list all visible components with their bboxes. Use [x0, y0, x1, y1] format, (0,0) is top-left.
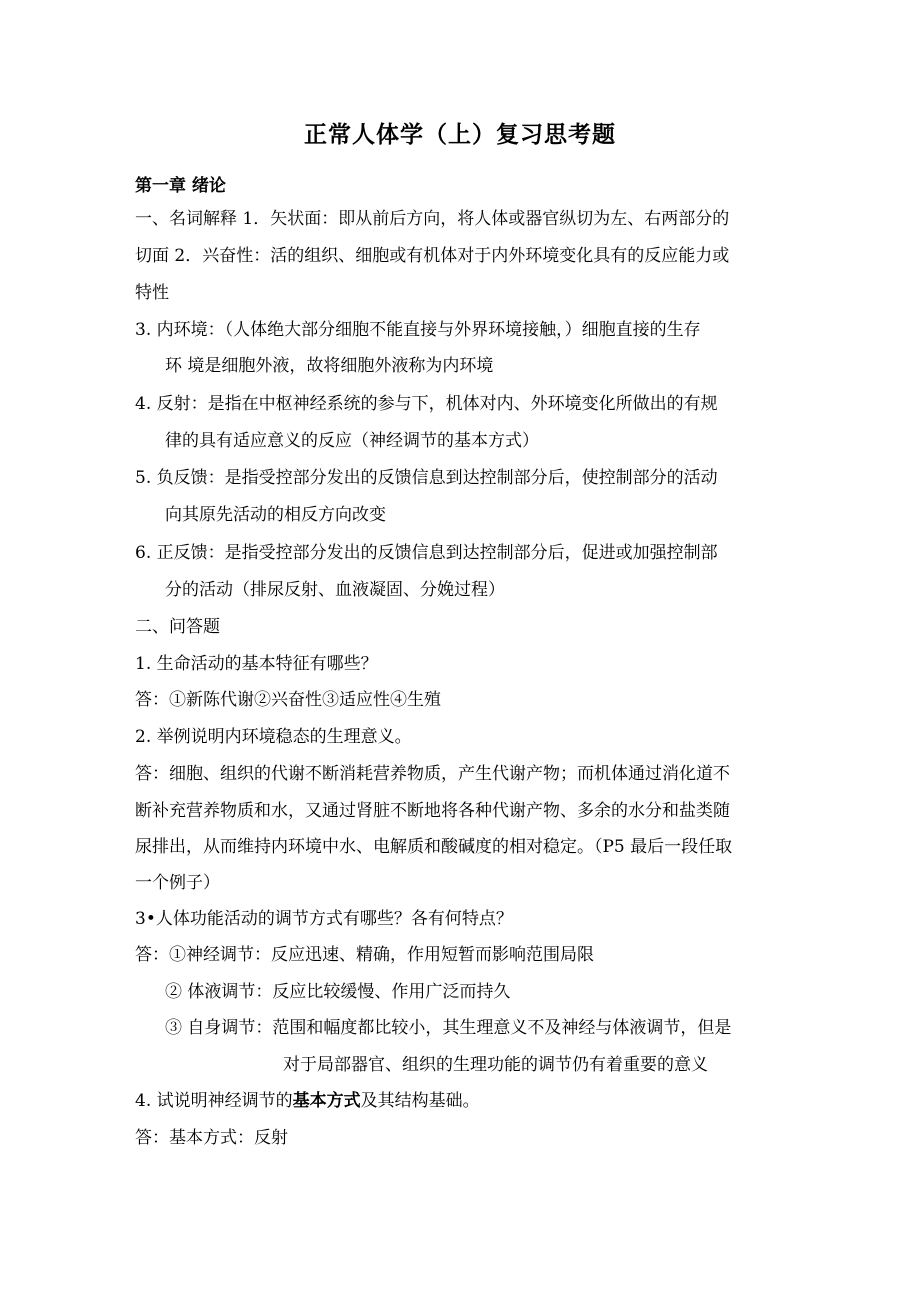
answer-item: ③ 自身调节：范围和幅度都比较小，其生理意义不及神经与体液调节，但是: [165, 1018, 732, 1038]
answer-item: ② 体液调节：反应比较缓慢、作用广泛而持久: [165, 982, 511, 1002]
text-line: 对于局部器官、组织的生理功能的调节仍有着重要的意义: [283, 1055, 708, 1075]
text-line: 5. 负反馈：是指受控部分发出的反馈信息到达控制部分后，使控制部分的活动: [135, 468, 718, 488]
question: 2. 举例说明内环境稳态的生理意义。: [135, 727, 412, 747]
text-line: 3. 内环境：（人体绝大部分细胞不能直接与外界环境接触，）细胞直接的生存: [135, 320, 701, 340]
answer: 答：①神经调节：反应迅速、精确，作用短暂而影响范围局限: [135, 945, 594, 965]
text-line: 向其原先活动的相反方向改变: [165, 505, 386, 525]
text-line: 切面 2．兴奋性：活的组织、细胞或有机体对于内外环境变化具有的反应能力或: [135, 246, 730, 266]
text-line: 环 境是细胞外液，故将细胞外液称为内环境: [165, 356, 494, 376]
page-title: 正常人体学（上）复习思考题: [304, 121, 616, 148]
chapter-heading: 第一章 绪论: [135, 176, 226, 196]
text-line: 分的活动（排尿反射、血液凝固、分娩过程）: [165, 580, 505, 600]
text-line: 4. 反射：是指在中枢神经系统的参与下，机体对内、外环境变化所做出的有规: [135, 394, 718, 414]
question-prefix: 4. 试说明神经调节的: [135, 1091, 293, 1111]
text-line: 6. 正反馈：是指受控部分发出的反馈信息到达控制部分后，促进或加强控制部: [135, 543, 718, 563]
question: 3•人体功能活动的调节方式有哪些？各有何特点？: [135, 909, 513, 929]
answer: 答：细胞、组织的代谢不断消耗营养物质，产生代谢产物；而机体通过消化道不: [135, 764, 730, 784]
question-bold-term: 基本方式: [292, 1091, 361, 1111]
text-line: 律的具有适应意义的反应（神经调节的基本方式）: [165, 431, 539, 451]
question-suffix: 及其结构基础。: [360, 1091, 480, 1111]
answer: 答：①新陈代谢②兴奋性③适应性④生殖: [135, 690, 441, 710]
question: [135, 1089, 480, 1113]
question: 1. 生命活动的基本特征有哪些？: [135, 654, 378, 674]
section-heading: 二、问答题: [135, 617, 220, 637]
text-line: 特性: [135, 283, 169, 303]
text-line: 尿排出，从而维持内环境中水、电解质和酸碱度的相对稳定。（P5 最后一段任取: [135, 837, 733, 857]
answer: 答：基本方式：反射: [135, 1128, 288, 1148]
text-line: 一个例子）: [135, 873, 220, 893]
text-line: 断补充营养物质和水，又通过肾脏不断地将各种代谢产物、多余的水分和盐类随: [135, 801, 730, 821]
text-line: 一、名词解释 1．矢状面：即从前后方向，将人体或器官纵切为左、右两部分的: [135, 209, 730, 229]
